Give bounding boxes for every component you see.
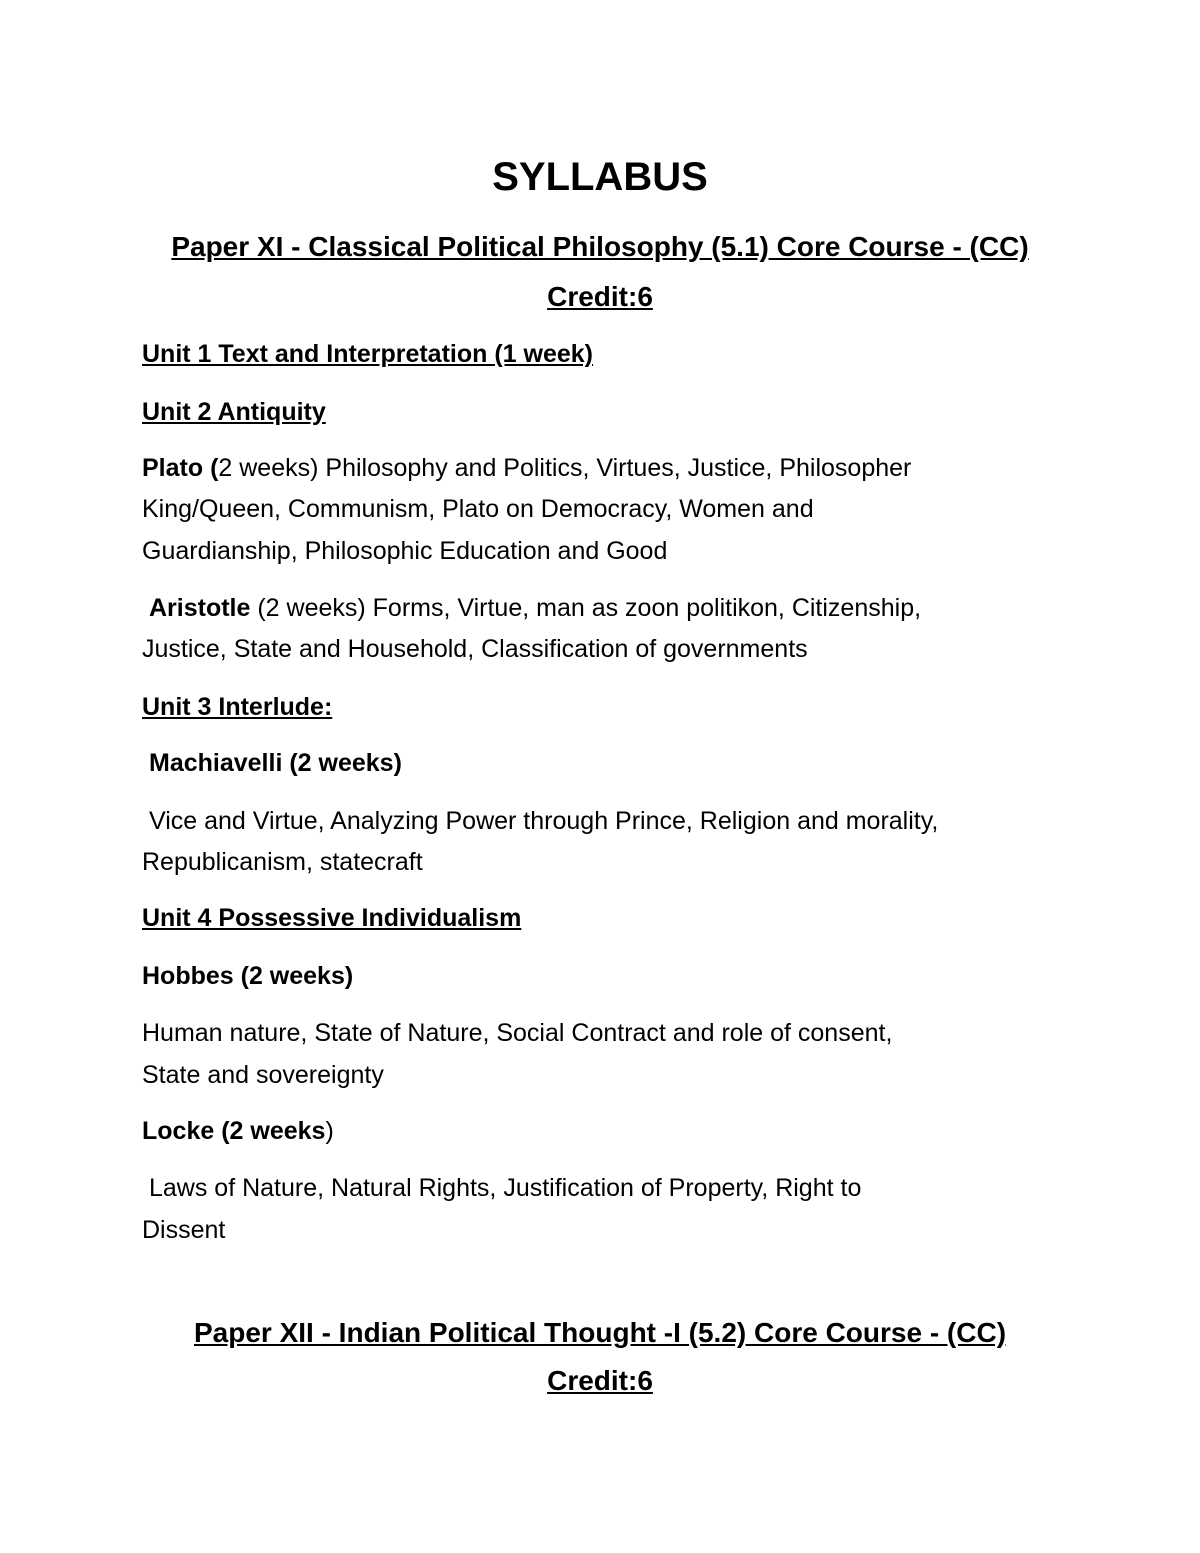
hobbes-heading: Hobbes (2 weeks) — [142, 962, 354, 990]
hobbes-line-2: State and sovereignty — [142, 1061, 384, 1089]
unit-1-heading: Unit 1 Text and Interpretation (1 week) — [142, 340, 594, 368]
aristotle-paragraph-line-1 — [149, 593, 921, 623]
aristotle-topics-1: (2 weeks) Forms, Virtue, man as zoon politikon, Citizenship, — [250, 594, 922, 622]
locke-heading — [142, 1116, 334, 1146]
locke-line-2: Dissent — [142, 1216, 226, 1244]
locke-line-1: Laws of Nature, Natural Rights, Justification of Property, Right to — [149, 1174, 862, 1202]
unit-4-heading: Unit 4 Possessive Individualism — [142, 904, 522, 932]
plato-paragraph-line-3: Guardianship, Philosophic Education and Good — [142, 537, 668, 565]
aristotle-paragraph-line-2: Justice, State and Household, Classification of governments — [142, 635, 808, 663]
machiavelli-line-1: Vice and Virtue, Analyzing Power through Prince, Religion and morality, — [149, 807, 939, 835]
paper-xi-credit: Credit:6 — [547, 281, 653, 312]
hobbes-line-1: Human nature, State of Nature, Social Contract and role of consent, — [142, 1019, 893, 1047]
machiavelli-line-2: Republicanism, statecraft — [142, 848, 423, 876]
aristotle-name: Aristotle — [149, 594, 251, 622]
machiavelli-heading: Machiavelli (2 weeks) — [149, 749, 402, 777]
plato-topics-1: 2 weeks) Philosophy and Politics, Virtues, Justice, Philosopher — [218, 454, 912, 482]
plato-paragraph-line-1 — [142, 453, 911, 483]
plato-paragraph-line-2: King/Queen, Communism, Plato on Democracy, Women and — [142, 495, 814, 523]
paper-xi-heading: Paper XI - Classical Political Philosophy (5.1) Core Course - (CC) — [171, 231, 1029, 262]
locke-heading-tail: ) — [325, 1117, 334, 1145]
paper-xii-heading: Paper XII - Indian Political Thought -I (5.2) Core Course - (CC) — [193, 1317, 1007, 1348]
locke-name: Locke (2 weeks — [142, 1117, 326, 1145]
paper-xii-credit: Credit:6 — [547, 1365, 653, 1396]
plato-name: Plato ( — [142, 454, 219, 482]
unit-2-heading: Unit 2 Antiquity — [142, 398, 326, 426]
page-title: SYLLABUS — [492, 155, 708, 199]
unit-3-heading: Unit 3 Interlude: — [142, 693, 333, 721]
